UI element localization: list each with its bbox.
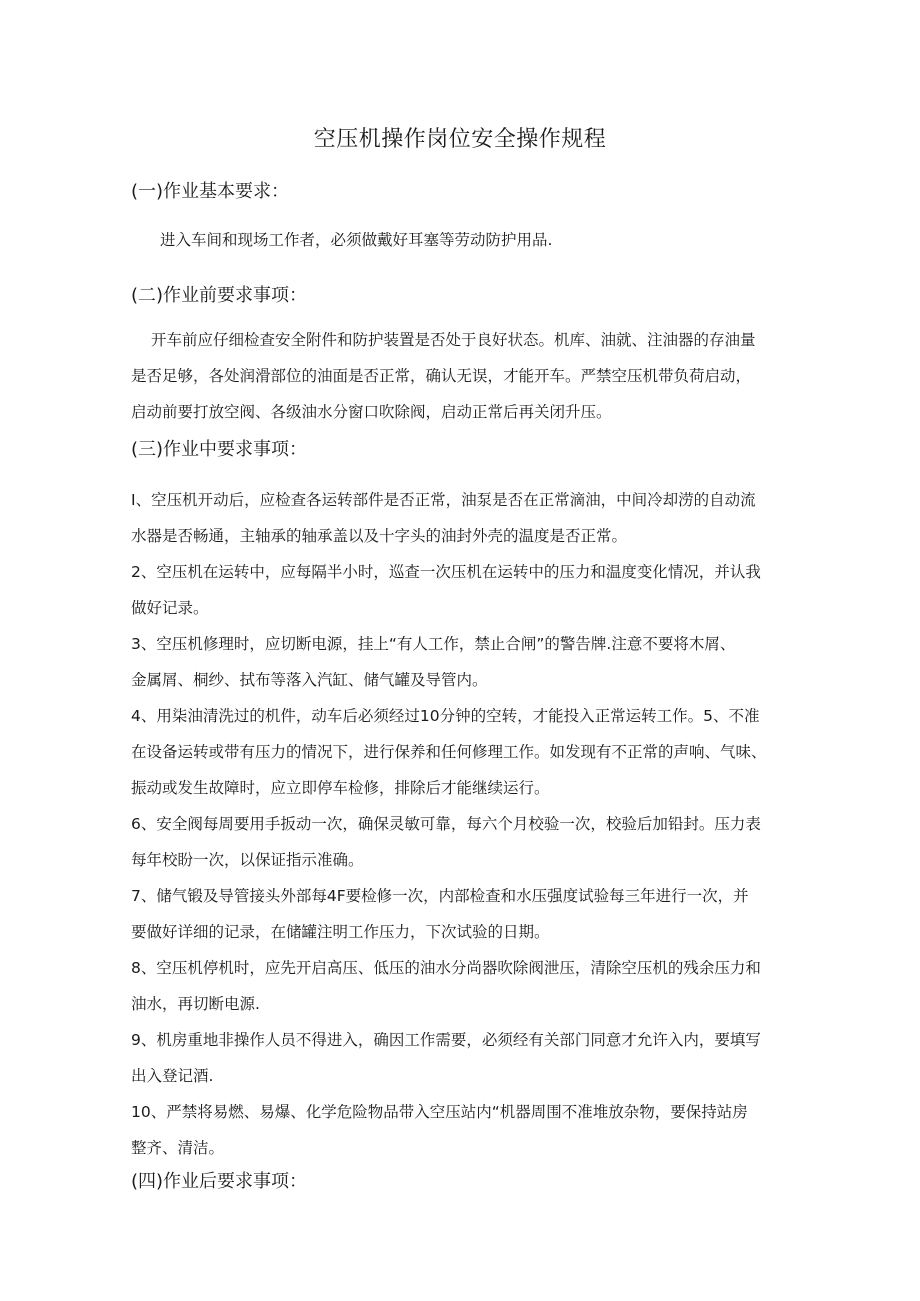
- list-item-line: 8、空压机停机时，应先开启高压、低压的油水分尚器吹除阀泄压，清除空压机的残余压力和: [131, 959, 761, 977]
- document-title: 空压机操作岗位安全操作规程: [313, 127, 607, 152]
- section-heading-pre-operation: (二)作业前要求事项：: [131, 285, 308, 306]
- list-item-line: 整齐、清洁。: [131, 1139, 225, 1157]
- list-item-line: 7、储气锻及导管接头外部每4F要检修一次，内部检查和水压强度试验每三年进行一次，并: [131, 887, 749, 905]
- list-item-line: 9、机房重地非操作人员不得进入，确因工作需要，必须经有关部门同意才允许入内，要填写: [131, 1031, 761, 1049]
- section-body-during-operation: [131, 482, 767, 1166]
- section-heading-during-operation: (三)作业中要求事项：: [131, 439, 308, 460]
- section-body-pre-operation: [131, 322, 756, 430]
- section-body-basic-requirements: [160, 222, 552, 258]
- list-item-line: 振动或发生故障时，应立即停车检修，排除后才能继续运行。: [131, 779, 550, 797]
- list-item-line: 水器是否畅通，主轴承的轴承盖以及十字头的油封外壳的温度是否正常。: [131, 527, 628, 545]
- list-item-line: I、空压机开动后，应检查各运转部件是否正常，油泵是否在正常滴油，中间冷却涝的自动流: [131, 491, 756, 509]
- list-item-line: 每年校盼一次，以保证指示准确。: [131, 851, 364, 869]
- list-item-line: 金属屑、桐纱、拭布等落入汽缸、储气罐及导管内。: [131, 671, 488, 689]
- list-item-line: 做好记录。: [131, 599, 209, 617]
- list-item-line: 3、空压机修理时，应切断电源，挂上“有人工作，禁止合闸”的警告牌.注意不要将木屑、: [131, 635, 736, 653]
- list-item-line: 4、用柒油清洗过的机件，动车后必须经过10分钟的空转，才能投入正常运转工作。5、不准: [131, 707, 760, 725]
- list-item-line: 要做好详细的记录，在储罐注明工作压力，下次试验的日期。: [131, 923, 550, 941]
- paragraph-line: 启动前要打放空阀、各级油水分窗口吹除阀，启动正常后再关闭升压。: [131, 403, 612, 421]
- list-item-line: 6、安全阀每周要用手扳动一次，确保灵敏可靠，每六个月校验一次，校验后加铅封。压力表: [131, 815, 761, 833]
- paragraph-line: 是否足够，各处润滑部位的油面是否正常，确认无误，才能开车。严禁空压机带负荷启动，: [131, 367, 752, 385]
- list-item-line: 10、严禁将易燃、易爆、化学危险物品带入空压站内“机器周围不准堆放杂物，要保持站房: [131, 1103, 748, 1121]
- list-item-line: 出入登记酒.: [131, 1067, 214, 1085]
- list-item-line: 在设备运转或带有压力的情况下，进行保养和任何修理工作。如发现有不正常的声响、气味、: [131, 743, 767, 761]
- section-heading-basic-requirements: (一)作业基本要求：: [131, 181, 290, 202]
- list-item-line: 2、空压机在运转中，应每隔半小时，巡查一次压机在运转中的压力和温度变化情况，并认我: [131, 563, 761, 581]
- paragraph-line: 进入车间和现场工作者，必须做戴好耳塞等劳动防护用品.: [160, 231, 553, 249]
- section-heading-post-operation: (四)作业后要求事项：: [131, 1171, 308, 1192]
- list-item-line: 油水，再切断电源.: [131, 995, 260, 1013]
- paragraph-line: 开车前应仔细检查安全附件和防护装置是否处于良好状态。机库、油就、注油器的存油量: [151, 331, 756, 349]
